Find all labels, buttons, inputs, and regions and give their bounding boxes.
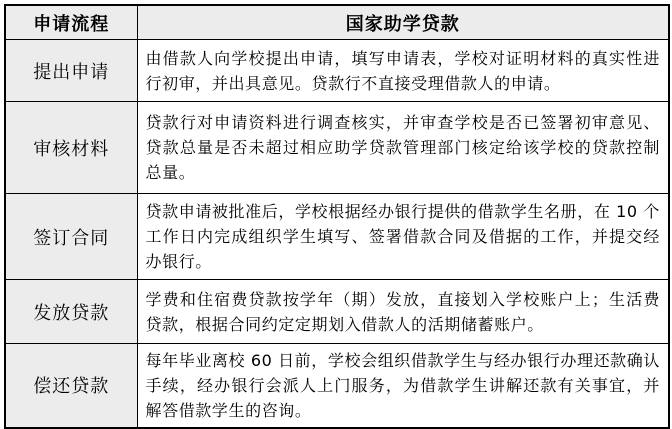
step-cell-contract: 签订合同 — [5, 194, 137, 280]
loan-process-table — [4, 4, 670, 429]
step-cell-apply: 提出申请 — [5, 40, 137, 102]
table-row — [5, 344, 669, 428]
description-cell-disburse: 学费和住宿费贷款按学年（期）发放，直接划入学校账户上；生活费贷款，根据合同约定定期划入借款人的活期储蓄账户。 — [137, 280, 669, 344]
description-cell-apply: 由借款人向学校提出申请，填写申请表，学校对证明材料的真实性进行初审，并出具意见。贷款行不直接受理借款人的申请。 — [137, 40, 669, 102]
column-header-process: 申请流程 — [5, 5, 137, 40]
table-row — [5, 194, 669, 280]
table-header-row — [5, 5, 669, 40]
table-row — [5, 40, 669, 102]
step-cell-repay: 偿还贷款 — [5, 344, 137, 428]
step-cell-review: 审核材料 — [5, 102, 137, 194]
description-cell-review: 贷款行对申请资料进行调查核实，并审查学校是否已签署初审意见、贷款总量是否未超过相应助学贷款管理部门核定给该学校的贷款控制总量。 — [137, 102, 669, 194]
column-header-loan: 国家助学贷款 — [137, 5, 669, 40]
description-cell-contract: 贷款申请被批准后，学校根据经办银行提供的借款学生名册，在 10 个工作日内完成组织学生填写、签署借款合同及借据的工作，并提交经办银行。 — [137, 194, 669, 280]
step-cell-disburse: 发放贷款 — [5, 280, 137, 344]
table-row — [5, 102, 669, 194]
table-row — [5, 280, 669, 344]
loan-process-table-container — [4, 4, 668, 425]
description-cell-repay: 每年毕业离校 60 日前，学校会组织借款学生与经办银行办理还款确认手续，经办银行会派人上门服务，为借款学生讲解还款有关事宜，并解答借款学生的咨询。 — [137, 344, 669, 428]
